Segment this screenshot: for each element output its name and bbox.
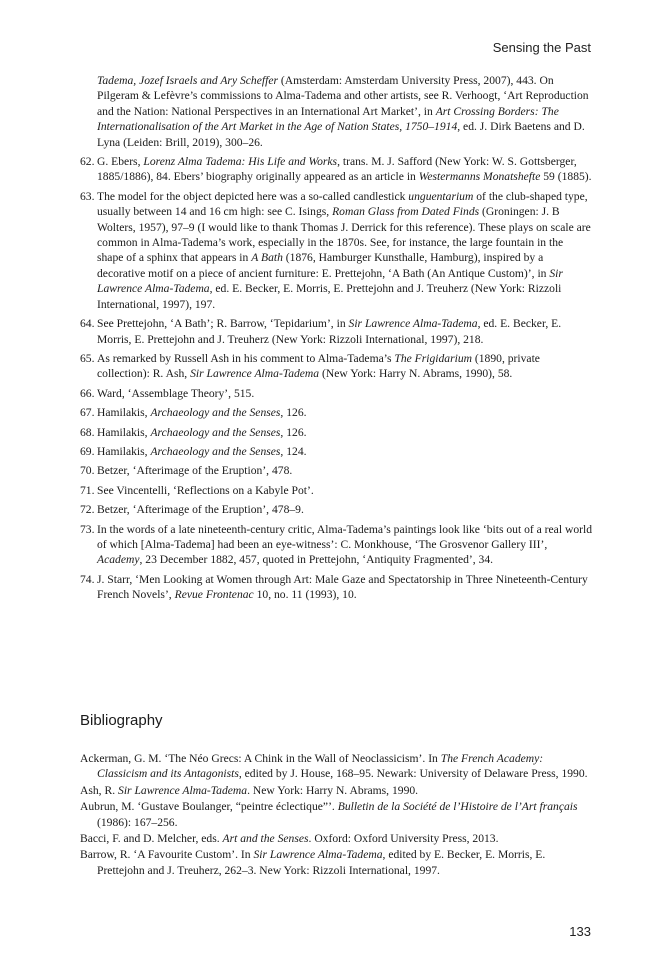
text-run: See Prettejohn, ‘A Bath’; R. Barrow, ‘Tepidarium’, in	[97, 317, 349, 331]
endnote	[80, 154, 592, 185]
bibliography-entry	[80, 751, 592, 782]
italic-text: Art Crossing Borders: The Internationalisation of the Art Market in the Age of Nation States, 1750–1914	[97, 104, 559, 134]
endnote-number: 66.	[80, 386, 95, 400]
text-run: Betzer, ‘Afterimage of the Eruption’, 478–9.	[97, 503, 304, 517]
text-run: (1876, Hamburger Kunsthalle, Hamburg), inspired by a decorative motif on a piece of ancient furniture: E. Prettejohn, ‘A Bath (An Antique Custom)’, in	[97, 251, 550, 280]
italic-text: Revue Frontenac	[174, 588, 254, 602]
text-run: of the club-shaped type, usually between 14 and 16 cm high: see C. Isings,	[97, 189, 588, 219]
endnote	[80, 405, 592, 420]
endnote	[80, 572, 592, 603]
text-run: (1986): 167–256.	[97, 815, 178, 829]
text-run: , edited by E. Becker, E. Morris, E. Prettejohn and J. Treuherz, 262–3. New York: Rizzoli International, 1997.	[97, 848, 546, 877]
text-run: Aubrun, M. ‘Gustave Boulanger, “peintre éclectique”’.	[80, 800, 338, 814]
endnote	[80, 502, 592, 517]
text-run: (New York: Harry N. Abrams, 1990), 58.	[319, 367, 513, 381]
text-run: In the words of a late nineteenth-century critic, Alma-Tadema’s paintings look like ‘bits out of a real world of which [Alma-Tadema] had been an eye-witness’: C. Monkhouse, ‘The Grosvenor Gallery III’,	[97, 522, 592, 551]
page-number: 133	[569, 924, 591, 939]
bibliography-list	[80, 751, 592, 879]
endnote	[80, 316, 592, 347]
italic-text: Lorenz Alma Tadema: His Life and Works	[143, 155, 338, 169]
italic-text: The French Academy: Classicism and its Antagonists	[97, 752, 544, 781]
text-run: . Oxford: Oxford University Press, 2013.	[308, 832, 499, 846]
endnote	[80, 483, 592, 498]
text-run: (1890, private collection): R. Ash,	[97, 351, 540, 381]
endnote	[80, 425, 592, 440]
text-run: As remarked by Russell Ash in his comment to Alma-Tadema’s	[97, 351, 395, 365]
text-run: , ed. E. Becker, E. Morris, E. Prettejohn and J. Treuherz (New York: Rizzoli International, 1997), 218.	[97, 317, 562, 346]
italic-text: Archaeology and the Senses	[150, 425, 281, 439]
text-run: (Amsterdam: Amsterdam University Press, 2007), 443. On Pilgeram & Lefèvre’s commissions to Alma-Tadema and other artists, see R. Verhoogt, ‘Art Reproduction and the Nation: National Perspectives in an International Art Market’, in	[97, 74, 589, 118]
italic-text: Sir Lawrence Alma-Tadema	[97, 266, 563, 296]
endnote-number: 68.	[80, 425, 95, 439]
bibliography-entry	[80, 831, 592, 846]
italic-text: Westermanns Monatshefte	[418, 170, 541, 184]
endnote-number: 64.	[80, 317, 95, 331]
text-run: , 126.	[280, 425, 307, 439]
italic-text: Sir Lawrence Alma-Tadema	[348, 317, 478, 331]
endnote-number: 70.	[80, 464, 95, 478]
text-run: See Vincentelli, ‘Reflections on a Kabyle Pot’.	[97, 483, 314, 497]
text-run: , ed. E. Becker, E. Morris, E. Prettejohn and J. Treuherz (New York: Rizzoli International, 1997), 197.	[97, 282, 562, 311]
text-run: Hamilakis,	[97, 425, 151, 439]
bibliography-entry	[80, 783, 592, 798]
text-run: Hamilakis,	[97, 444, 151, 458]
text-run: The model for the object depicted here was a so-called candlestick	[97, 189, 409, 203]
italic-text: Bulletin de la Société de l’Histoire de l’Art français	[337, 800, 578, 814]
text-run: (Groningen: J. B Wolters, 1957), 97–9 (I would like to thank Thomas J. Derrick for this reference). These plays on scale are common in Alma-Tadema’s work, especially in the 1870s. See, for instance, the large fountain in the shape of a sphinx that appears in	[97, 205, 591, 265]
text-run: Hamilakis,	[97, 406, 151, 420]
italic-text: unguentarium	[408, 189, 474, 203]
endnote	[80, 351, 592, 382]
endnote	[80, 463, 592, 478]
italic-text: Sir Lawrence Alma-Tadema	[190, 367, 320, 381]
text-run: , 23 December 1882, 457, quoted in Prettejohn, ‘Antiquity Fragmented’, 34.	[139, 553, 494, 567]
italic-text: Sir Lawrence Alma-Tadema	[118, 783, 248, 797]
text-run: Betzer, ‘Afterimage of the Eruption’, 478.	[97, 464, 293, 478]
italic-text: A Bath	[251, 251, 283, 265]
endnote	[80, 522, 592, 568]
italic-text: Roman Glass from Dated Finds	[332, 205, 480, 219]
endnote-number: 69.	[80, 444, 95, 458]
endnote	[80, 386, 592, 401]
endnote	[80, 189, 592, 312]
endnote-number: 74.	[80, 572, 95, 586]
endnotes	[80, 73, 592, 607]
bibliography-entry	[80, 847, 592, 878]
italic-text: Art and the Senses	[222, 832, 309, 846]
endnote-number: 72.	[80, 503, 95, 517]
bibliography-heading: Bibliography	[80, 712, 163, 729]
italic-text: Sir Lawrence Alma-Tadema	[253, 848, 383, 862]
endnote-number: 65.	[80, 351, 95, 365]
endnote	[80, 444, 592, 459]
text-run: 59 (1885).	[540, 170, 592, 184]
text-run: , ed. J. Dirk Baetens and D. Lyna (Leiden: Brill, 2019), 300–26.	[97, 120, 585, 149]
text-run: Barrow, R. ‘A Favourite Custom’. In	[80, 848, 254, 862]
text-run: , 124.	[280, 444, 307, 458]
italic-text: Academy	[97, 553, 140, 567]
text-run: G. Ebers,	[97, 155, 144, 169]
italic-text: The Frigidarium	[394, 351, 472, 365]
text-run: J. Starr, ‘Men Looking at Women through Art: Male Gaze and Spectatorship in Three Nineteenth-Century French Novels’,	[97, 572, 588, 602]
text-run: , 126.	[280, 406, 307, 420]
text-run: . New York: Harry N. Abrams, 1990.	[247, 783, 419, 797]
bibliography-entry	[80, 799, 592, 830]
endnote-number: 73.	[80, 522, 95, 536]
text-run: Ackerman, G. M. ‘The Néo Grecs: A Chink in the Wall of Neoclassicism’. In	[80, 752, 441, 765]
endnote	[80, 73, 592, 150]
text-run: 10, no. 11 (1993), 10.	[253, 588, 357, 602]
endnote-number: 63.	[80, 189, 95, 203]
text-run: Bacci, F. and D. Melcher, eds.	[80, 832, 223, 846]
text-run: Ward, ‘Assemblage Theory’, 515.	[97, 386, 255, 400]
endnote-number: 71.	[80, 483, 95, 497]
text-run: Ash, R.	[80, 783, 119, 797]
endnote-number: 67.	[80, 406, 95, 420]
text-run: , trans. M. J. Safford (New York: W. S. Gottsberger, 1885/1886), 84. Ebers’ biography originally appeared as an article in	[97, 155, 577, 184]
text-run: , edited by J. House, 168–95. Newark: University of Delaware Press, 1990.	[238, 767, 588, 781]
endnote-number: 62.	[80, 155, 95, 169]
italic-text: Archaeology and the Senses	[150, 444, 281, 458]
italic-text: Tadema, Jozef Israels and Ary Scheffer	[97, 74, 278, 87]
running-head: Sensing the Past	[492, 40, 591, 55]
italic-text: Archaeology and the Senses	[150, 406, 281, 420]
